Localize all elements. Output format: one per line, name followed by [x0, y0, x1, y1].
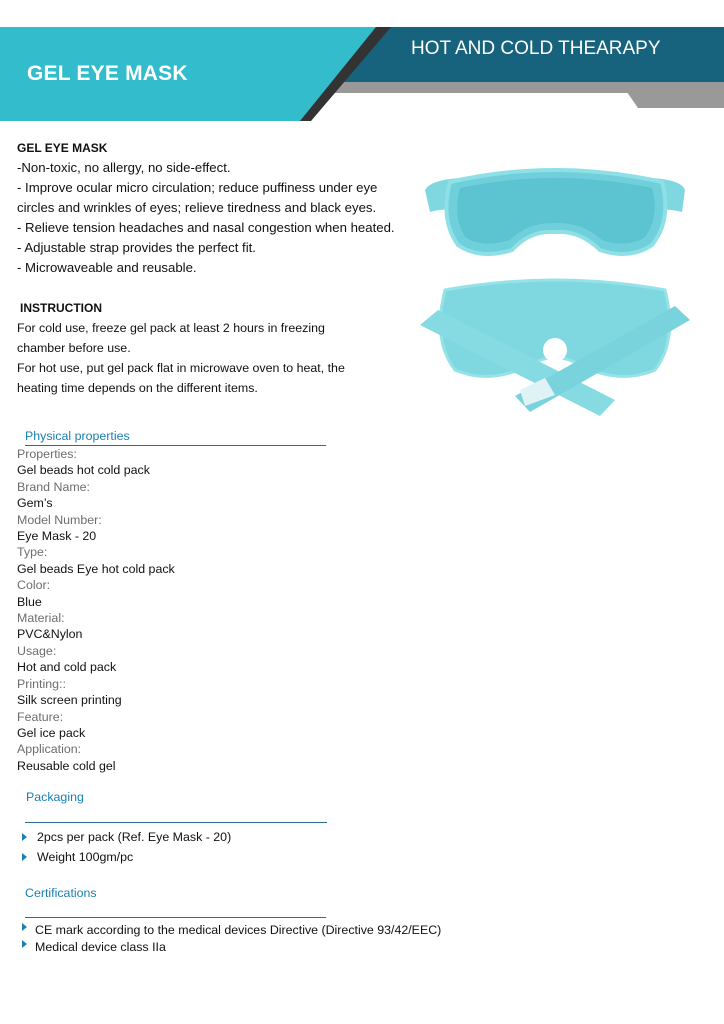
certification-item — [22, 939, 441, 956]
certifications-title: Certifications — [25, 886, 97, 900]
intro-line: - Improve ocular micro circulation; reduce puffiness under eye — [17, 180, 378, 195]
product-image — [420, 160, 690, 420]
bullet-triangle-icon — [22, 853, 27, 861]
property-label: Material: — [17, 611, 65, 626]
property-value: Eye Mask - 20 — [17, 529, 97, 544]
property-label: Brand Name: — [17, 479, 91, 494]
instruction-line: For cold use, freeze gel pack at least 2 hours in freezing — [17, 321, 325, 335]
back-mask-hole — [543, 338, 567, 362]
instruction-section — [17, 298, 417, 398]
intro-line: - Adjustable strap provides the perfect fit. — [17, 240, 256, 255]
property-label: Application: — [17, 742, 82, 757]
certification-item-text: CE mark according to the medical devices Directive (Directive 93/42/EEC) — [35, 923, 442, 937]
property-label: Printing:: — [17, 676, 66, 691]
certification-item — [22, 922, 441, 939]
page-header — [0, 0, 724, 125]
packaging-item — [22, 827, 231, 847]
packaging-item — [22, 847, 231, 867]
certification-item-text: Medical device class IIa — [35, 940, 166, 954]
packaging-item-text: 2pcs per pack (Ref. Eye Mask - 20) — [37, 830, 232, 844]
property-value: Silk screen printing — [17, 693, 122, 708]
property-label: Properties: — [17, 447, 77, 461]
property-label: Feature: — [17, 709, 64, 724]
property-value: PVC&Nylon — [17, 627, 83, 642]
instruction-line: For hot use, put gel pack flat in microwave oven to heat, the — [17, 361, 345, 375]
instruction-heading: INSTRUCTION — [20, 301, 102, 315]
physical-properties-title: Physical properties — [25, 429, 130, 443]
property-value: Hot and cold pack — [17, 660, 117, 675]
property-value: Blue — [17, 594, 42, 609]
property-value: Gel ice pack — [17, 725, 86, 740]
product-title: GEL EYE MASK — [27, 62, 188, 85]
certifications-list — [22, 922, 441, 956]
property-value: Reusable cold gel — [17, 758, 116, 773]
instruction-line: chamber before use. — [17, 341, 131, 355]
physical-properties-list — [17, 446, 175, 774]
property-value: Gel beads Eye hot cold pack — [17, 561, 175, 576]
intro-section — [17, 138, 417, 278]
bullet-triangle-icon — [22, 923, 27, 931]
bullet-triangle-icon — [22, 833, 27, 841]
property-value: Gel beads hot cold pack — [17, 463, 150, 478]
header-gray-band — [314, 82, 724, 93]
intro-heading: GEL EYE MASK — [17, 141, 108, 155]
instruction-line: heating time depends on the different items. — [17, 381, 258, 395]
intro-line: -Non-toxic, no allergy, no side-effect. — [17, 160, 231, 175]
intro-line: - Microwaveable and reusable. — [17, 260, 197, 275]
packaging-divider — [25, 822, 327, 823]
property-label: Usage: — [17, 643, 57, 658]
property-label: Color: — [17, 578, 51, 593]
property-label: Type: — [17, 545, 48, 560]
intro-line: - Relieve tension headaches and nasal congestion when heated. — [17, 220, 395, 235]
packaging-list — [22, 827, 231, 867]
packaging-title: Packaging — [26, 790, 84, 804]
category-title: HOT AND COLD THEARAPY — [411, 38, 661, 59]
intro-line: circles and wrinkles of eyes; relieve tiredness and black eyes. — [17, 200, 377, 215]
packaging-item-text: Weight 100gm/pc — [37, 850, 134, 864]
property-value: Gem’s — [17, 496, 53, 511]
certifications-divider — [25, 917, 326, 918]
property-label: Model Number: — [17, 512, 102, 527]
bullet-triangle-icon — [22, 940, 27, 948]
